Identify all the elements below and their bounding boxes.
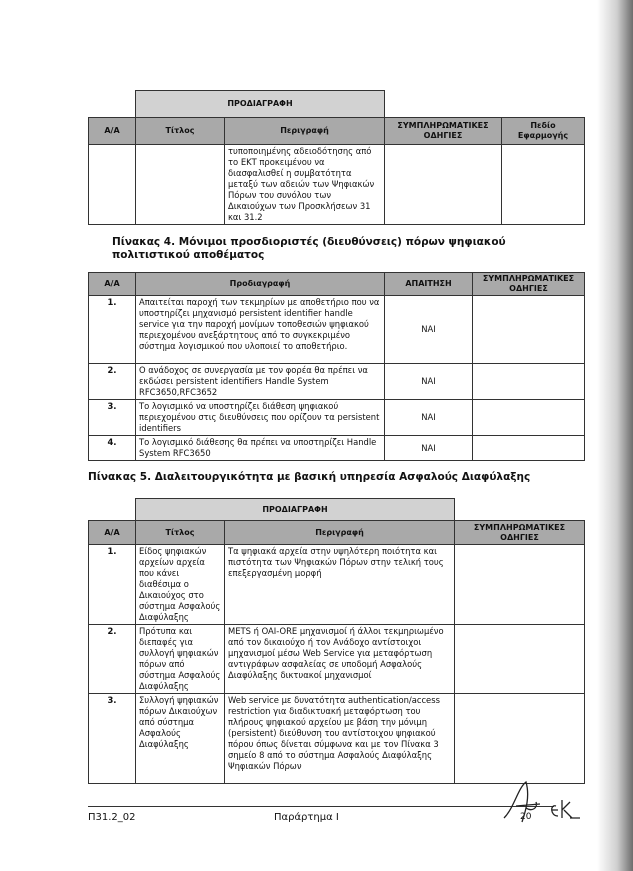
spec-header: ΠΡΟΔΙΑΓΡΑΦΗ xyxy=(136,91,385,118)
table-continuation xyxy=(88,90,585,225)
col-aa: Α/Α xyxy=(89,118,136,145)
table-row: 1. Απαιτείται παροχή των τεκμηρίων με αποθετήριο που να υποστηρίζει μηχανισμό persistent identifier handle service για την παροχή μονίμων τοποθεσιών ψηφιακού περιεχομένου ανεξάρτητους από το συγκεκριμένο σύστημα λογισμικού που υλοποιεί το αποθετήριο. ΝΑΙ xyxy=(89,296,585,364)
table4 xyxy=(88,272,585,461)
scan-edge-shadow xyxy=(597,0,633,871)
footer-doc-code: Π31.2_02 xyxy=(88,812,136,823)
col-title: Τίτλος xyxy=(136,521,225,545)
signature-mark xyxy=(496,778,596,828)
table-row: 3. Συλλογή ψηφιακών πόρων Δικαιούχων από σύστημα Ασφαλούς Διαφύλαξης Web service με δυνατότητα authentication/access restriction για διαδικτυακή μεταφόρτωση του πλήρους ψηφιακού αρχείου με βάση την μόνιμη (persistent) διεύθυνση του αντίστοιχου ψηφιακού πόρου όπως δίνεται σύμφωνα και με τον Πίνακα 3 σημείο 8 από το σύστημα Ασφαλούς Διαφύλαξης Ψηφιακών Πόρων xyxy=(89,694,585,784)
col-aa: Α/Α xyxy=(89,521,136,545)
table5-caption: Πίνακας 5. Διαλειτουργικότητα με βασική υπηρεσία Ασφαλούς Διαφύλαξης xyxy=(88,471,531,483)
table-row: 1. Είδος ψηφιακών αρχείων αρχεία που κάνει διαθέσιμα ο Δικαιούχος στο σύστημα Ασφαλούς Διαφύλαξης Τα ψηφιακά αρχεία στην υψηλότερη ποιότητα και πιστότητα των Ψηφιακών Πόρων στην τελική τους επεξεργασμένη μορφή xyxy=(89,545,585,625)
col-notes: ΣΥΜΠΛΗΡΩΜΑΤΙΚΕΣ ΟΔΗΓΙΕΣ xyxy=(473,273,585,296)
table-row: 2. Ο ανάδοχος σε συνεργασία με τον φορέα θα πρέπει να εκδώσει persistent identifiers Handle System RFC3650,RFC3652 ΝΑΙ xyxy=(89,364,585,400)
spec-header: ΠΡΟΔΙΑΓΡΑΦΗ xyxy=(136,499,455,521)
table4-caption: Πίνακας 4. Μόνιμοι προσδιοριστές (διευθύνσεις) πόρων ψηφιακού πολιτιστικού αποθέματος xyxy=(112,236,506,261)
table-row: 3. Το λογισμικό να υποστηρίζει διάθεση ψηφιακού περιεχομένου στις διευθύνσεις που ορίζουν τα persistent identifiers ΝΑΙ xyxy=(89,400,585,436)
col-notes: ΣΥΜΠΛΗΡΩΜΑΤΙΚΕΣ ΟΔΗΓΙΕΣ xyxy=(455,521,585,545)
col-spec: Προδιαγραφή xyxy=(136,273,385,296)
col-aa: Α/Α xyxy=(89,273,136,296)
col-title: Τίτλος xyxy=(136,118,225,145)
col-description: Περιγραφή xyxy=(225,118,385,145)
footer-annex: Παράρτημα Ι xyxy=(274,812,339,823)
table-row: 2. Πρότυπα και διεπαφές για συλλογή ψηφιακών πόρων από σύστημα Ασφαλούς Διαφύλαξης METS ή OAI-ORE μηχανισμοί ή άλλοι τεκμηριωμένο από τον δικαιούχο ή τον Ανάδοχο αντίστοιχοι μηχανισμοί μέσω Web Service για μεταφόρτωση αντιγράφων ασφαλείας σε υποδομή Ασφαλούς Διαφύλαξης δικτυακοί μηχανισμοί xyxy=(89,625,585,694)
col-requirement: ΑΠΑΙΤΗΣΗ xyxy=(385,273,473,296)
col-notes: ΣΥΜΠΛΗΡΩΜΑΤΙΚΕΣ ΟΔΗΓΙΕΣ xyxy=(385,118,502,145)
footer-rule xyxy=(88,806,554,807)
col-field: Πεδίο Εφαρμογής xyxy=(502,118,585,145)
footer-page-number: 20 xyxy=(520,812,532,822)
table5 xyxy=(88,498,585,784)
table-row: 4. Το λογισμικό διάθεσης θα πρέπει να υποστηρίζει Handle System RFC3650 ΝΑΙ xyxy=(89,436,585,461)
col-description: Περιγραφή xyxy=(225,521,455,545)
row-description: τυποποιημένης αδειοδότησης από το ΕΚΤ προκειμένου να διασφαλισθεί η συμβατότητα μεταξύ των αδειών των Ψηφιακών Πόρων του συνόλου των Δικαιούχων των Προσκλήσεων 31 και 31.2 xyxy=(225,145,385,225)
